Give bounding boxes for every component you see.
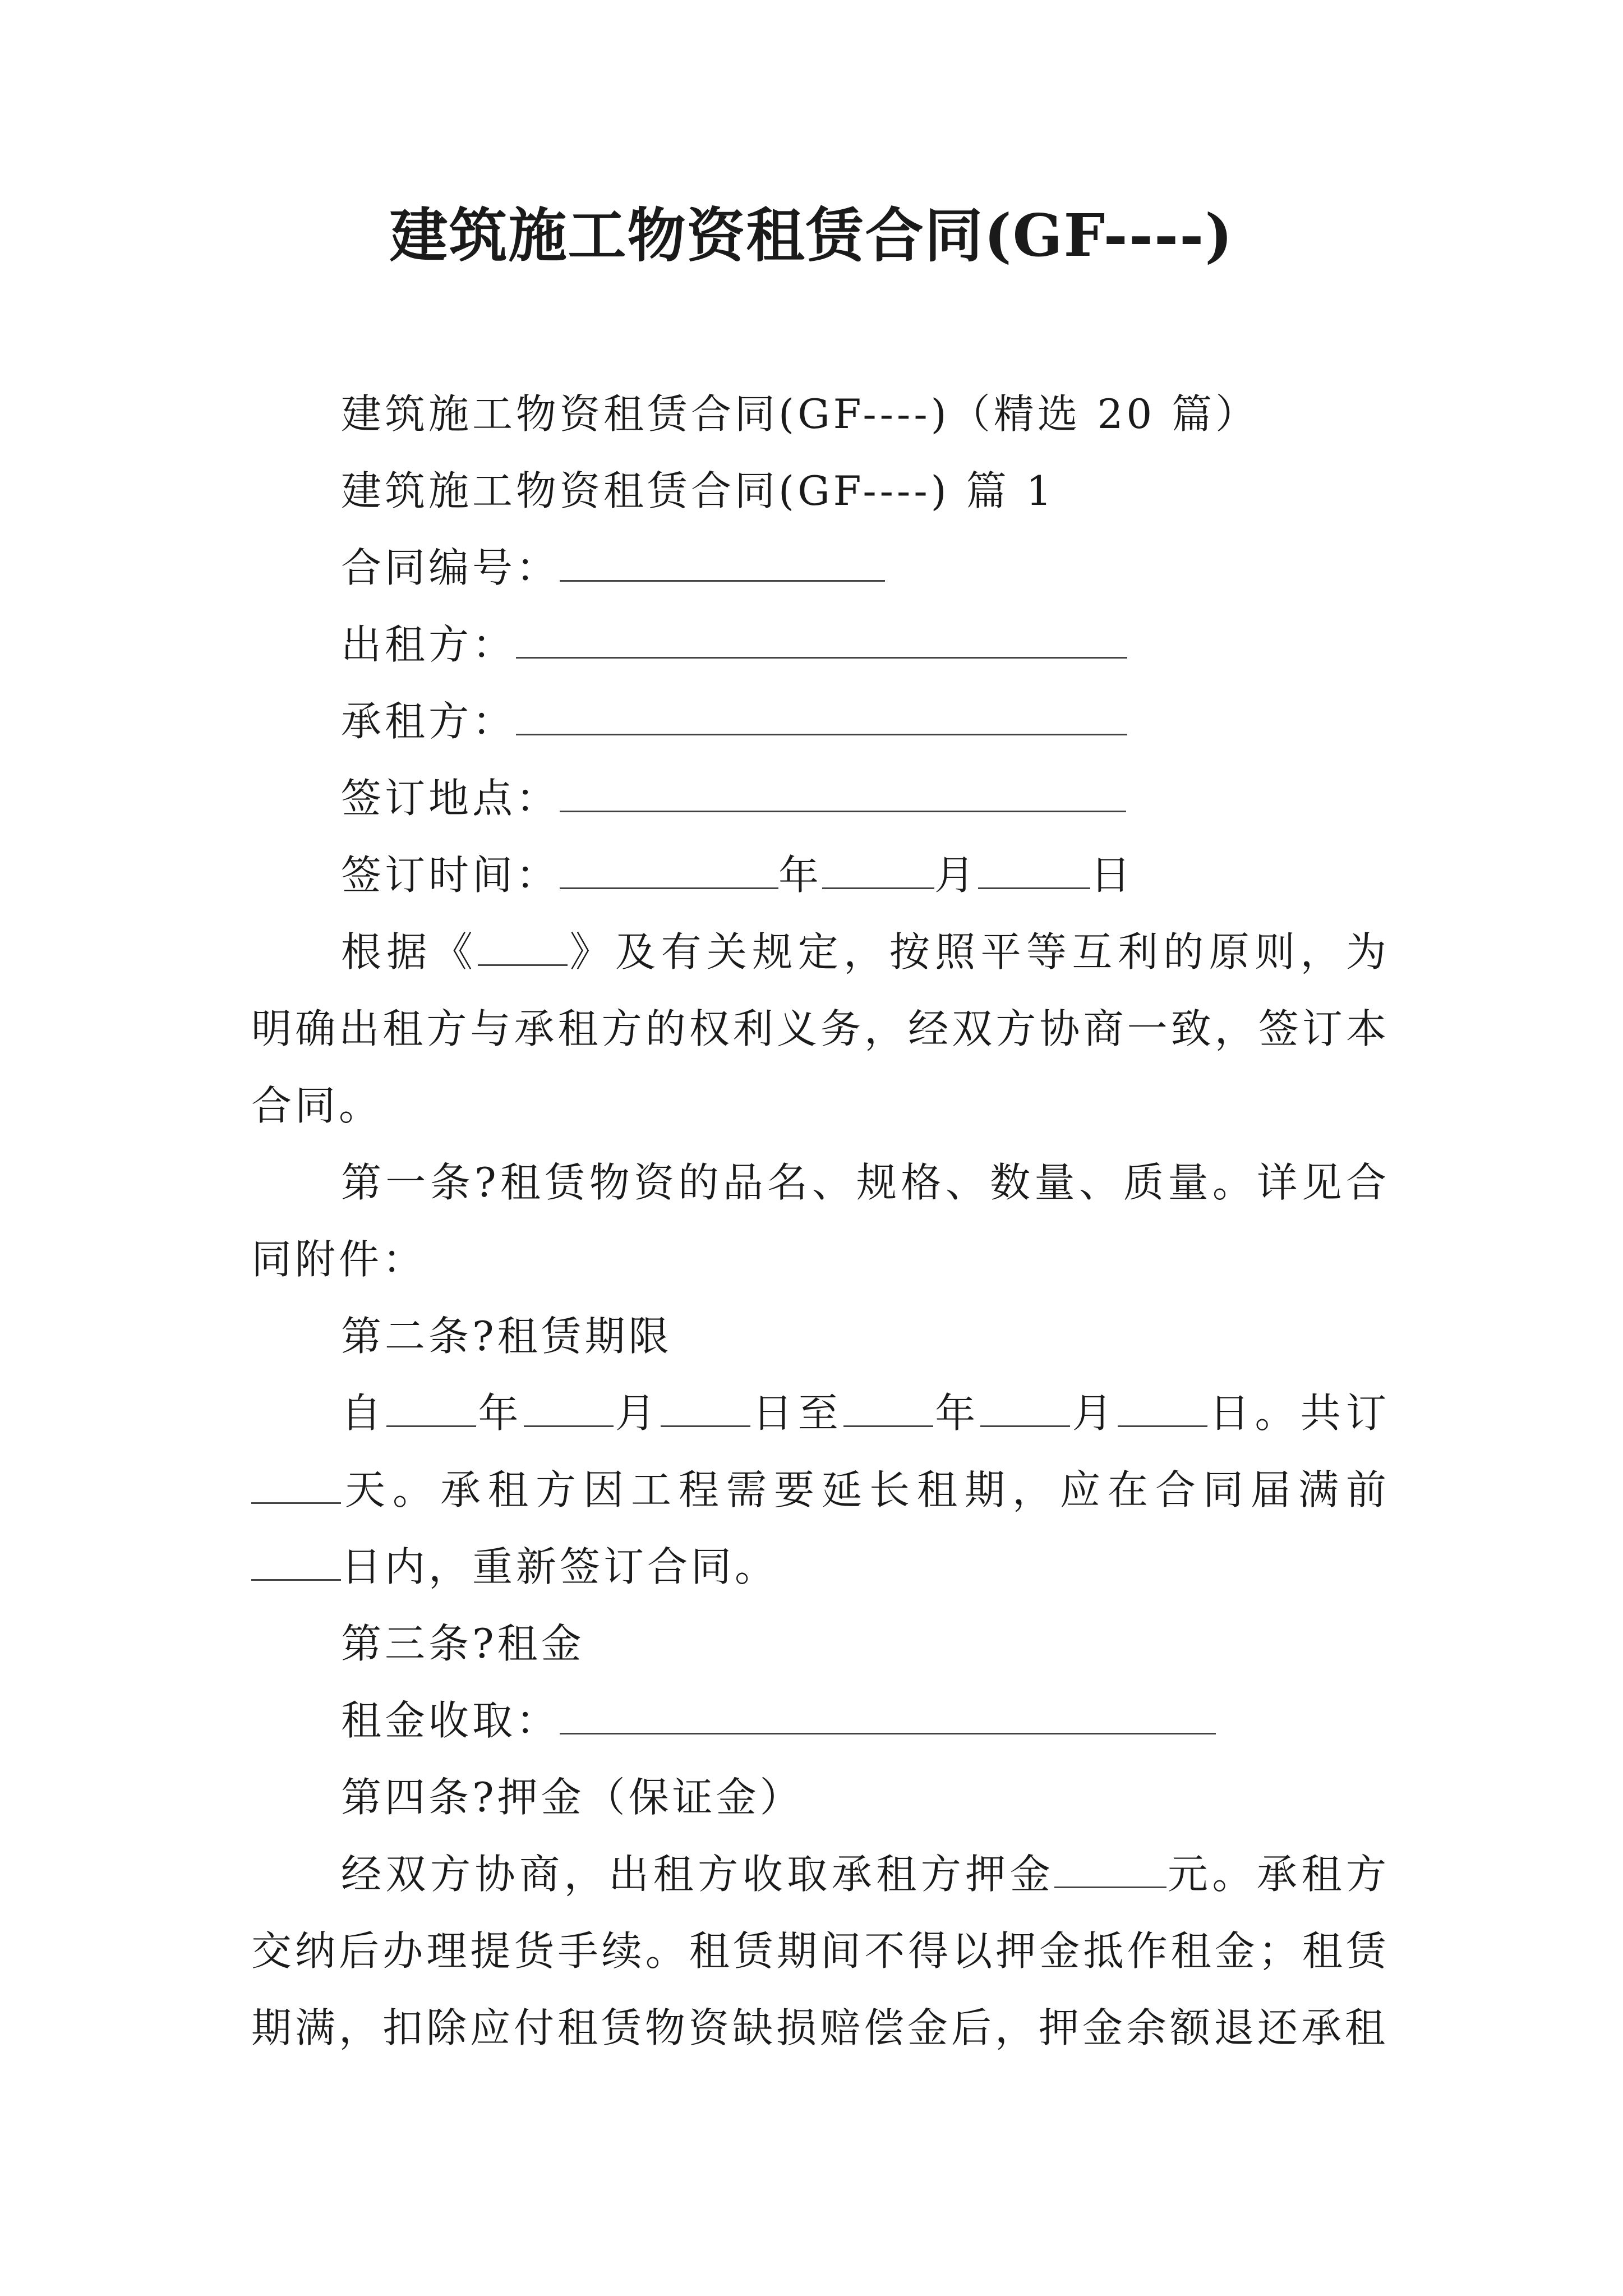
lessor-blank [516,621,1127,659]
term-start-day-blank [661,1389,750,1427]
sign-month-blank [822,852,934,889]
term-day-end-text: 日。共订 [1207,1389,1390,1437]
preamble-paragraph [251,914,1390,1144]
rent-collection-row [251,1682,1390,1759]
term-start-month-blank [524,1389,614,1427]
term-year-text: 年 [476,1389,524,1437]
law-name-blank [478,928,568,966]
sign-time-row [251,837,1390,914]
renewal-days-blank [251,1543,341,1581]
lessor-row [251,606,1390,683]
sign-year-blank [560,852,778,889]
preamble-text-b: 》及有关规定，按照平等互利的原则，为明确出租方与承租方的权利义务，经双方协商一致，签订本合同。 [251,928,1390,1129]
term-start-year-blank [386,1389,476,1427]
term-month2-text: 月 [1070,1389,1118,1437]
sign-month-text: 月 [934,852,979,899]
document-body [251,376,1390,2067]
article-2-paragraph [251,1375,1390,1605]
contract-number-label: 合同编号： [341,544,560,591]
sign-place-row [251,760,1390,837]
contract-number-blank [560,544,885,582]
subtitle: 建筑施工物资租赁合同(GF----)（精选 20 篇） [341,390,1260,438]
term-from-text: 自 [341,1389,387,1437]
contract-number-row [251,530,1390,606]
document-title: 建筑施工物资租赁合同(GF----) [389,201,1234,270]
lessee-label: 承租方： [341,698,517,745]
lessee-row [251,683,1390,760]
sign-year-text: 年 [778,852,823,899]
term-rest-a-text: 天。承租方因工程需要延长租期，应在合同届满前 [341,1466,1390,1513]
rent-collection-blank [560,1697,1216,1734]
term-year2-text: 年 [933,1389,981,1437]
part-heading: 建筑施工物资租赁合同(GF----) 篇 1 [341,467,1055,514]
rent-collection-label: 租金收取： [341,1697,560,1744]
term-end-month-blank [980,1389,1070,1427]
sign-place-label: 签订地点： [341,775,560,822]
term-day-to-text: 日至 [750,1389,843,1437]
article-1: 第一条?租赁物资的品名、规格、数量、质量。详见合同附件： [251,1159,1390,1283]
sign-day-text: 日 [1090,852,1135,899]
article-4-heading: 第四条?押金（保证金） [341,1774,804,1821]
lessor-label: 出租方： [341,621,517,668]
sign-day-blank [978,852,1090,889]
preamble-text-a: 根据《 [341,928,478,976]
term-rest-b-text: 日内，重新签订合同。 [341,1543,779,1590]
lessee-blank [516,698,1127,735]
deposit-text-b: 元。承租方交纳后办理提货手续。租赁期间不得以押金抵作租金；租赁期满，扣除应付租赁物资缺损赔偿金后，押金余额退还承租 [251,1851,1390,2051]
term-month-text: 月 [613,1389,661,1437]
term-end-day-blank [1118,1389,1207,1427]
term-end-year-blank [843,1389,933,1427]
article-3-heading: 第三条?租金 [341,1620,585,1667]
article-2-heading: 第二条?租赁期限 [341,1313,672,1360]
deposit-amount-blank [1054,1851,1166,1888]
sign-time-label: 签订时间： [341,852,560,899]
sign-place-blank [560,775,1126,812]
article-4-paragraph [251,1836,1390,2067]
deposit-text-a: 经双方协商，出租方收取承租方押金 [341,1851,1055,1898]
term-days-blank [251,1466,341,1504]
